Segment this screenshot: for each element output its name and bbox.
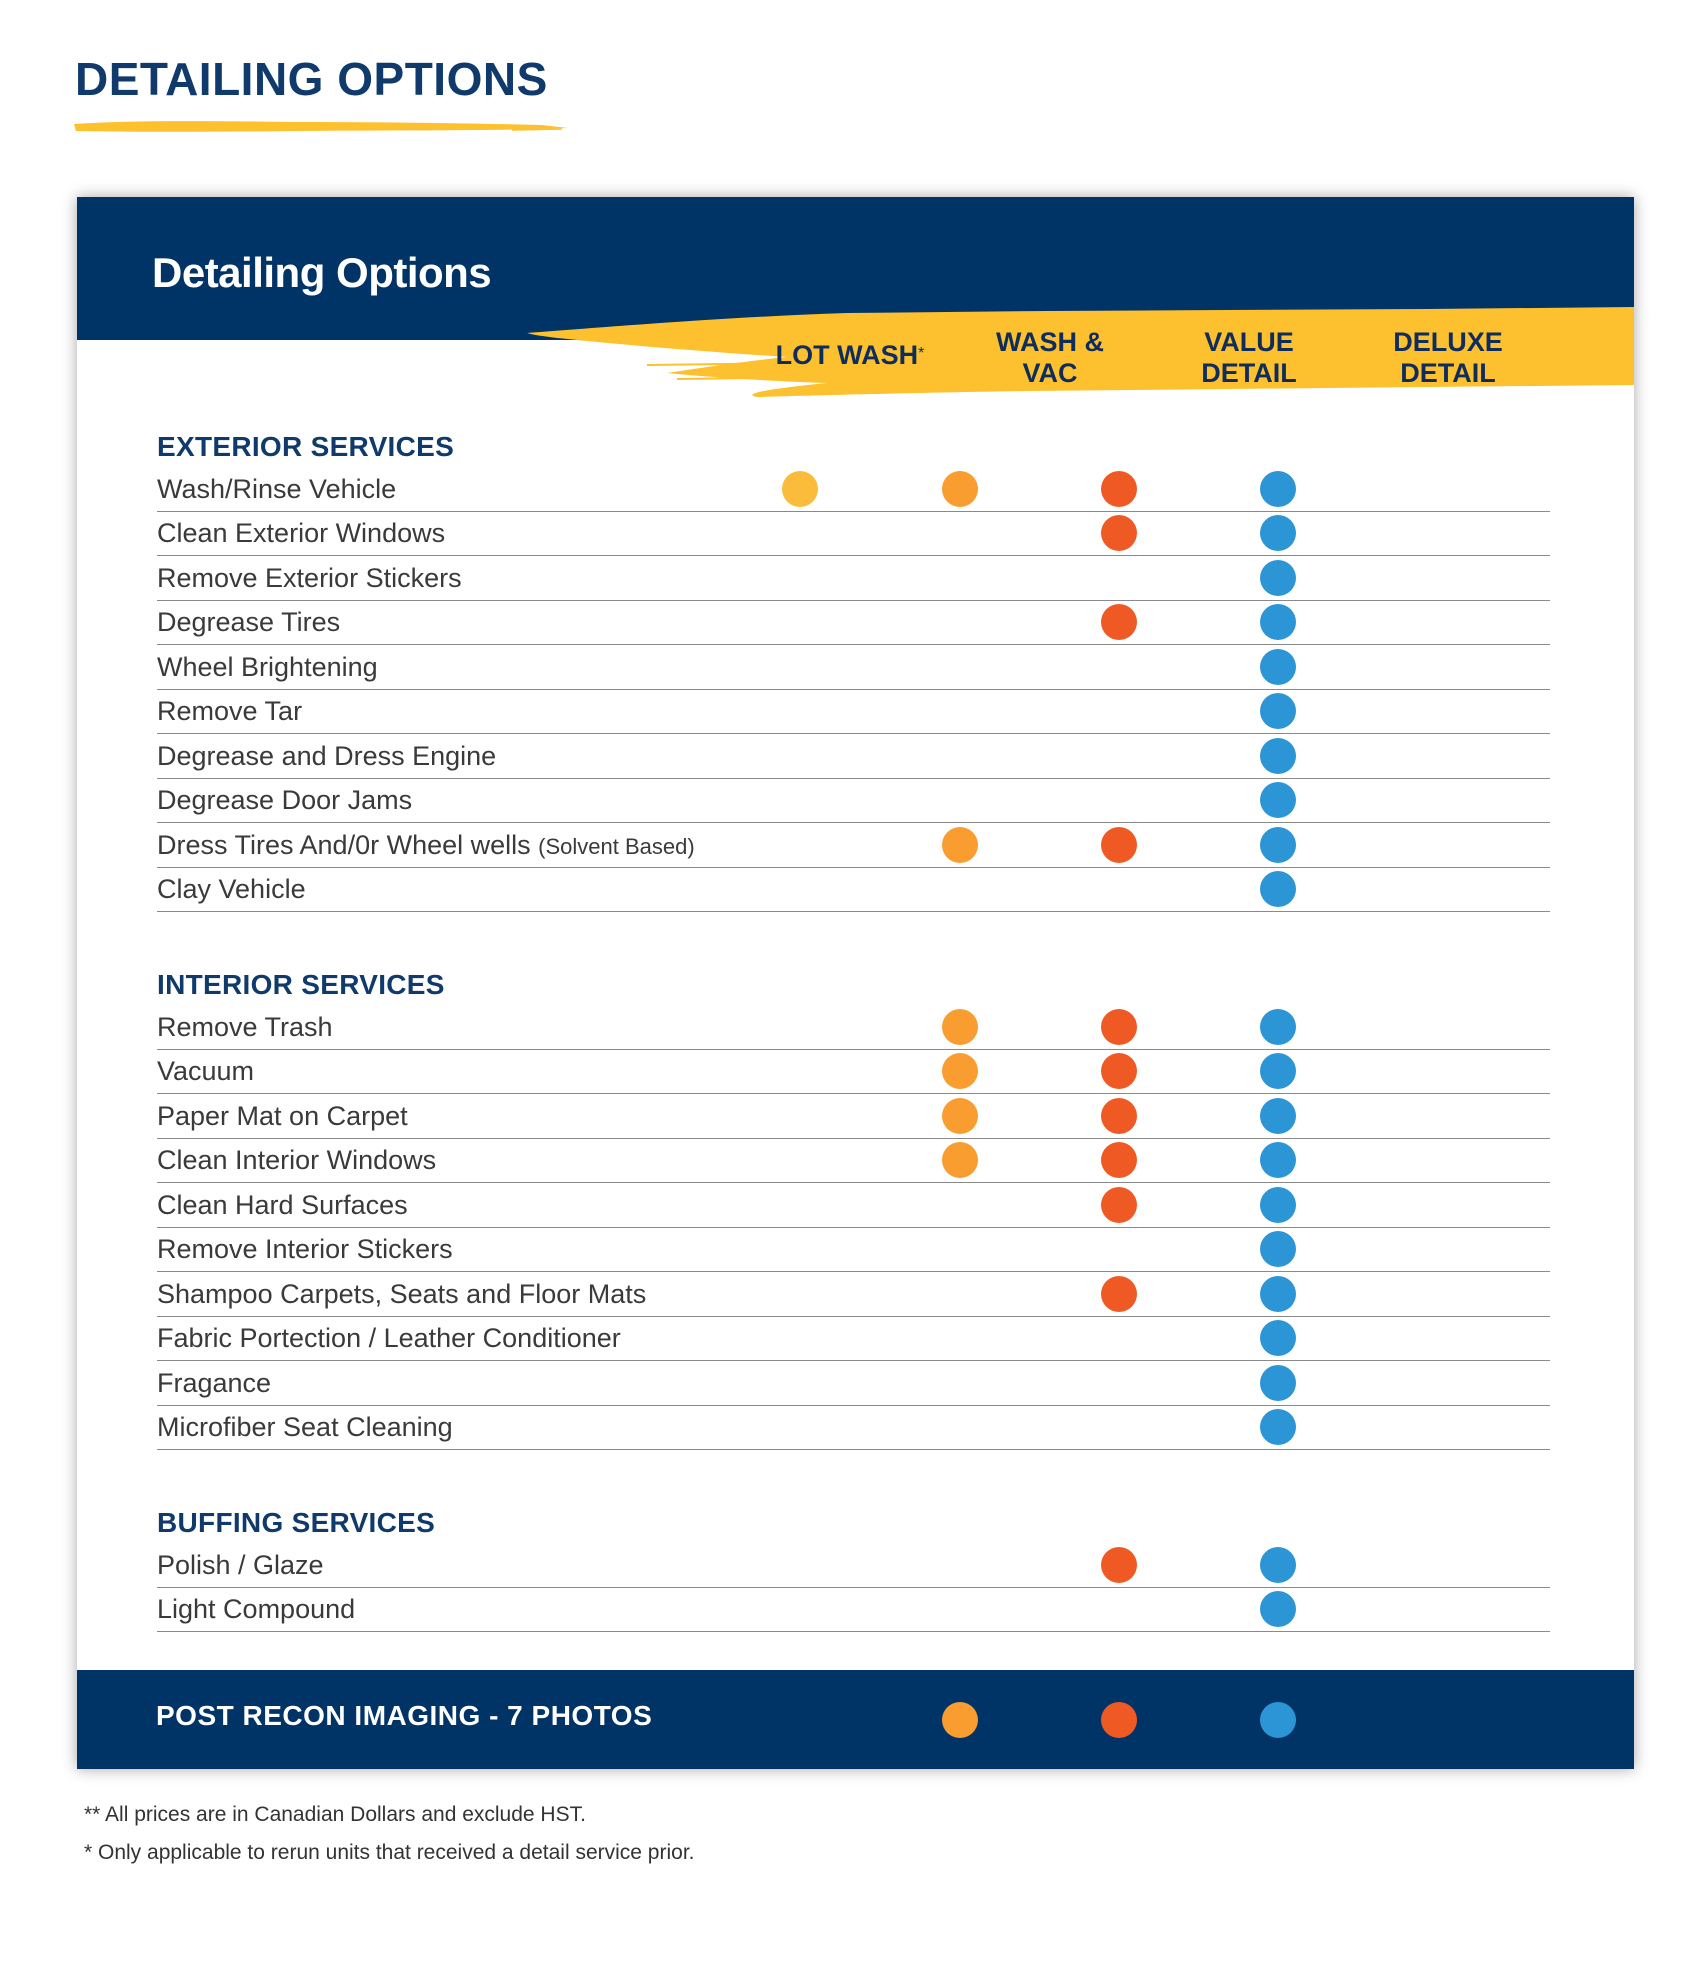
value-detail-included-dot xyxy=(1101,1142,1137,1178)
deluxe-detail-included-dot xyxy=(1260,738,1296,774)
section-interior-services xyxy=(157,965,1550,1450)
service-label xyxy=(157,1594,355,1625)
deluxe-detail-included-dot xyxy=(1260,471,1296,507)
column-value-detail-line2: DETAIL xyxy=(1201,358,1297,388)
service-name: Fabric Portection / Leather Conditioner xyxy=(157,1323,621,1353)
service-label xyxy=(157,1323,621,1354)
service-name: Clean Exterior Windows xyxy=(157,518,446,548)
service-name: Paper Mat on Carpet xyxy=(157,1100,408,1131)
service-label xyxy=(157,1412,453,1443)
value-detail-included-dot xyxy=(1101,1009,1137,1045)
deluxe-detail-included-dot xyxy=(1260,649,1296,685)
column-lot-wash-label: LOT WASH xyxy=(775,340,919,370)
post-recon-imaging-bar xyxy=(77,1670,1634,1769)
service-label xyxy=(157,1190,408,1221)
service-name: Degrease Door Jams xyxy=(157,785,413,815)
service-name: Degrease Tires xyxy=(157,607,341,637)
table-row xyxy=(157,556,1550,601)
table-row xyxy=(157,645,1550,690)
deluxe-detail-included-dot xyxy=(1260,871,1296,907)
services-table xyxy=(157,427,1550,1632)
table-row xyxy=(157,1543,1550,1588)
deluxe-detail-included-dot xyxy=(1260,1053,1296,1089)
value-detail-included-dot xyxy=(1101,1053,1137,1089)
deluxe-detail-included-dot xyxy=(1260,1009,1296,1045)
service-name: Dress Tires And/0r Wheel wells xyxy=(157,829,531,860)
service-label xyxy=(157,830,695,861)
service-label xyxy=(157,1101,408,1132)
table-row xyxy=(157,734,1550,779)
service-label xyxy=(157,741,496,772)
section-exterior-services xyxy=(157,427,1550,912)
deluxe-detail-included-dot xyxy=(1260,1547,1296,1583)
service-label xyxy=(157,785,412,816)
value-detail-included-dot xyxy=(1101,827,1137,863)
service-label xyxy=(157,696,302,727)
service-name: Microfiber Seat Cleaning xyxy=(157,1412,453,1442)
service-label xyxy=(157,874,306,905)
post-recon-imaging-label: POST RECON IMAGING - 7 PHOTOS xyxy=(156,1700,653,1731)
deluxe-detail-included-dot xyxy=(1260,1702,1296,1738)
service-name: Remove Tar xyxy=(157,696,303,726)
service-name: Shampoo Carpets, Seats and Floor Mats xyxy=(157,1278,647,1309)
wash-vac-included-dot xyxy=(942,1098,978,1134)
value-detail-included-dot xyxy=(1101,1187,1137,1223)
deluxe-detail-included-dot xyxy=(1260,1320,1296,1356)
service-name: Degrease and Dress Engine xyxy=(157,740,497,771)
wash-vac-included-dot xyxy=(942,471,978,507)
value-detail-included-dot xyxy=(1101,515,1137,551)
service-label xyxy=(157,474,396,505)
table-row xyxy=(157,467,1550,512)
column-deluxe-detail-line1: DELUXE xyxy=(1393,327,1503,357)
service-name: Fragance xyxy=(157,1367,272,1398)
deluxe-detail-included-dot xyxy=(1260,515,1296,551)
section-title: EXTERIOR SERVICES xyxy=(157,431,455,462)
lot-wash-included-dot xyxy=(782,471,818,507)
footnote-prices: ** All prices are in Canadian Dollars and exclude HST. xyxy=(84,1803,586,1826)
footnotes xyxy=(84,1796,695,1872)
column-wash-vac-line1: WASH & xyxy=(996,327,1104,357)
column-value-detail-line1: VALUE xyxy=(1204,327,1294,357)
table-row xyxy=(157,1406,1550,1451)
column-deluxe-detail-line2: DETAIL xyxy=(1400,358,1496,388)
service-label xyxy=(157,652,378,683)
table-row xyxy=(157,1272,1550,1317)
deluxe-detail-included-dot xyxy=(1260,827,1296,863)
deluxe-detail-included-dot xyxy=(1260,1276,1296,1312)
value-detail-included-dot xyxy=(1101,471,1137,507)
service-label xyxy=(157,563,462,594)
service-name: Polish / Glaze xyxy=(157,1549,324,1580)
service-name: Remove Trash xyxy=(157,1011,333,1042)
table-row xyxy=(157,779,1550,824)
service-name: Clay Vehicle xyxy=(157,874,306,904)
service-label xyxy=(157,1145,436,1176)
deluxe-detail-included-dot xyxy=(1260,604,1296,640)
service-label xyxy=(157,1234,453,1265)
service-name: Clean Hard Surfaces xyxy=(157,1189,408,1220)
service-name: Remove Interior Stickers xyxy=(157,1234,453,1264)
column-lot-wash-asterisk: * xyxy=(918,345,925,362)
table-row xyxy=(157,1588,1550,1633)
table-row xyxy=(157,690,1550,735)
service-name: Clean Interior Windows xyxy=(157,1145,437,1175)
deluxe-detail-included-dot xyxy=(1260,782,1296,818)
value-detail-included-dot xyxy=(1101,1276,1137,1312)
wash-vac-included-dot xyxy=(942,827,978,863)
section-title: BUFFING SERVICES xyxy=(157,1507,436,1538)
service-name: Remove Exterior Stickers xyxy=(157,562,462,593)
column-header-lot-wash xyxy=(755,340,945,371)
wash-vac-included-dot xyxy=(942,1142,978,1178)
service-label xyxy=(157,1550,324,1581)
value-detail-included-dot xyxy=(1101,1702,1137,1738)
service-name: Vacuum xyxy=(157,1056,255,1086)
deluxe-detail-included-dot xyxy=(1260,1231,1296,1267)
table-row xyxy=(157,1361,1550,1406)
service-label xyxy=(157,1368,271,1399)
wash-vac-included-dot xyxy=(942,1053,978,1089)
deluxe-detail-included-dot xyxy=(1260,1142,1296,1178)
deluxe-detail-included-dot xyxy=(1260,1591,1296,1627)
footnote-rerun-units: * Only applicable to rerun units that received a detail service prior. xyxy=(84,1841,695,1864)
table-row xyxy=(157,512,1550,557)
service-label xyxy=(157,518,445,549)
table-row xyxy=(157,1317,1550,1362)
service-label xyxy=(157,1012,333,1043)
deluxe-detail-included-dot xyxy=(1260,1409,1296,1445)
table-row xyxy=(157,1139,1550,1184)
wash-vac-included-dot xyxy=(942,1009,978,1045)
heading-underline-stroke xyxy=(72,116,570,138)
service-label xyxy=(157,607,340,638)
table-row xyxy=(157,1005,1550,1050)
wash-vac-included-dot xyxy=(942,1702,978,1738)
service-name: Light Compound xyxy=(157,1594,356,1624)
value-detail-included-dot xyxy=(1101,604,1137,640)
column-header-wash-vac xyxy=(955,327,1145,389)
section-title: INTERIOR SERVICES xyxy=(157,969,445,1000)
service-label xyxy=(157,1056,254,1087)
value-detail-included-dot xyxy=(1101,1547,1137,1583)
value-detail-included-dot xyxy=(1101,1098,1137,1134)
service-label xyxy=(157,1279,646,1310)
column-header-value-detail xyxy=(1154,327,1344,389)
table-row xyxy=(157,868,1550,913)
section-buffing-services xyxy=(157,1503,1550,1632)
deluxe-detail-included-dot xyxy=(1260,693,1296,729)
service-name: Wheel Brightening xyxy=(157,651,378,682)
deluxe-detail-included-dot xyxy=(1260,1187,1296,1223)
service-note: (Solvent Based) xyxy=(538,833,695,859)
deluxe-detail-included-dot xyxy=(1260,1365,1296,1401)
deluxe-detail-included-dot xyxy=(1260,1098,1296,1134)
column-header-deluxe-detail xyxy=(1353,327,1543,389)
table-row xyxy=(157,1183,1550,1228)
card-title: Detailing Options xyxy=(152,249,492,296)
table-row xyxy=(157,1228,1550,1273)
table-row xyxy=(157,601,1550,646)
service-name: Wash/Rinse Vehicle xyxy=(157,473,397,504)
column-wash-vac-line2: VAC xyxy=(1022,358,1078,388)
table-row xyxy=(157,1094,1550,1139)
deluxe-detail-included-dot xyxy=(1260,560,1296,596)
page-heading: DETAILING OPTIONS xyxy=(75,53,548,105)
table-row xyxy=(157,1050,1550,1095)
table-row xyxy=(157,823,1550,868)
detailing-options-card xyxy=(77,197,1634,1769)
